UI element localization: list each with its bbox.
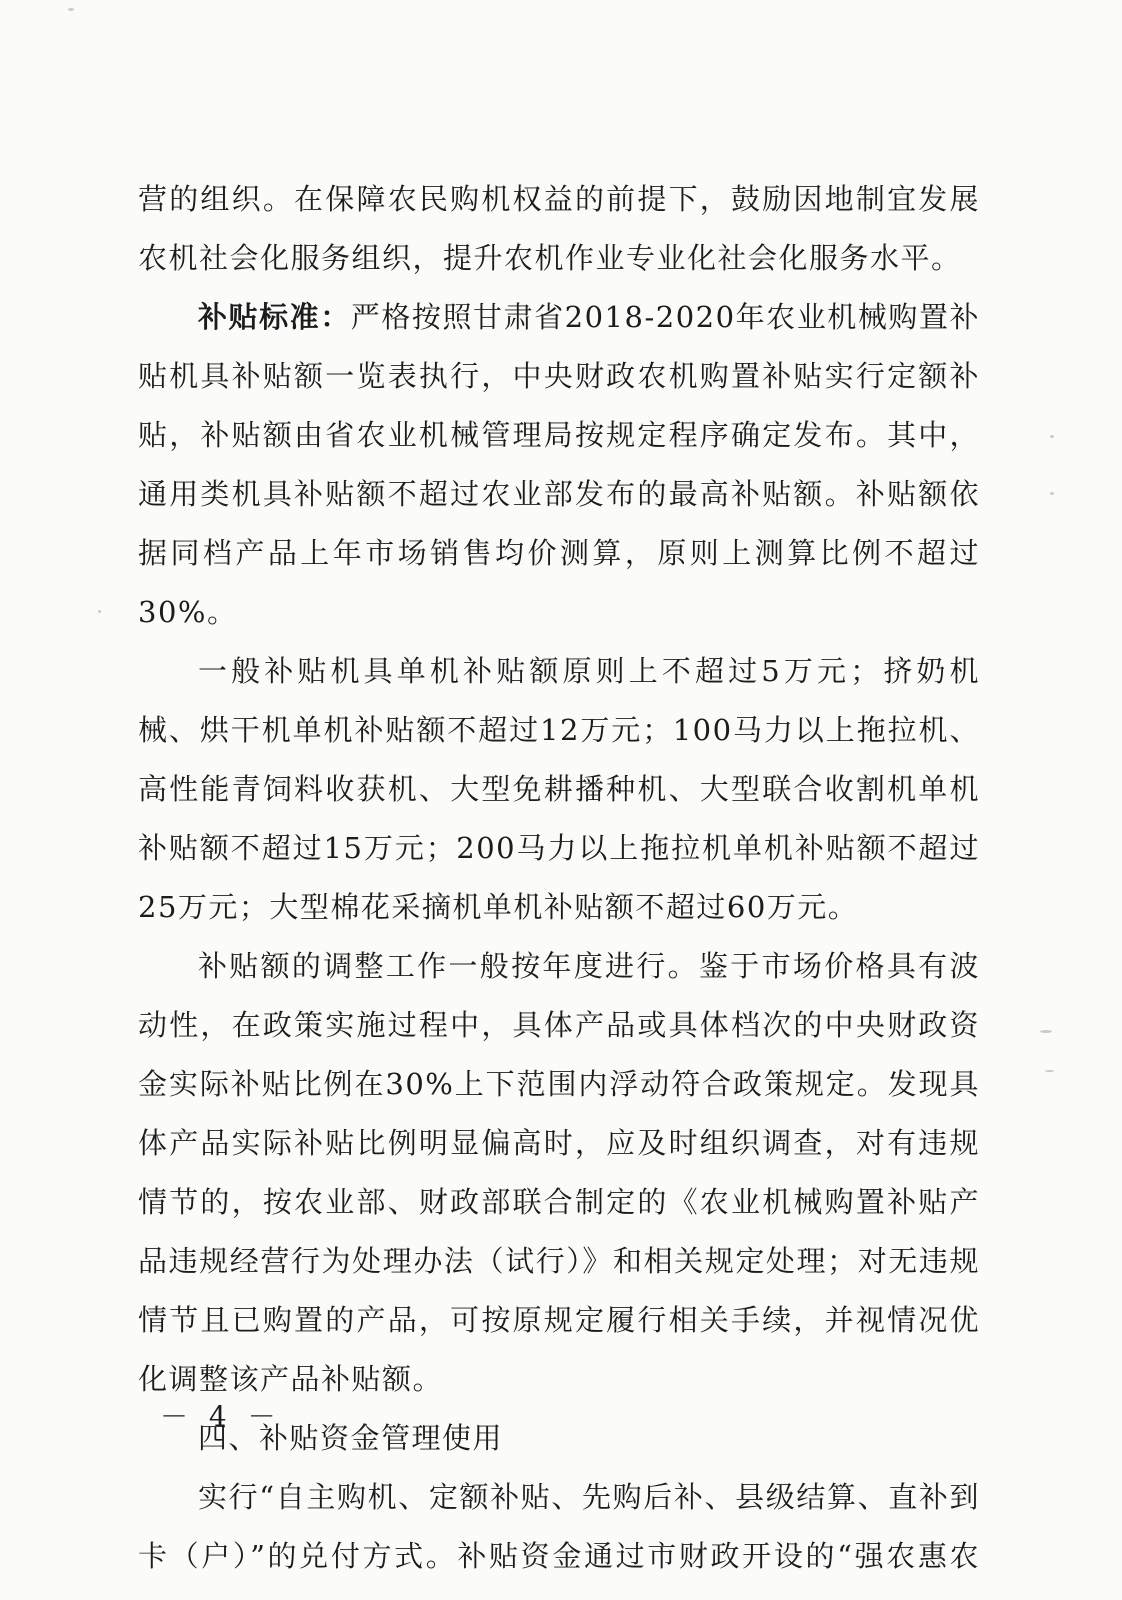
paragraph-subsidy-adjustment	[138, 937, 980, 1409]
scan-speck	[1050, 435, 1054, 438]
paragraph-text: 实行“自主购机、定额补贴、先购后补、县级结算、直补到卡（户）”的兑付方式。补贴资金通过市财政开设的“强农惠农	[138, 1480, 980, 1573]
paragraph-subsidy-standard	[138, 288, 980, 642]
paragraph-text: 一般补贴机具单机补贴额原则上不超过5万元；挤奶机械、烘干机单机补贴额不超过12万元；100马力以上拖拉机、高性能青饲料收获机、大型免耕播种机、大型联合收割机单机补贴额不超过15万元；200马力以上拖拉机单机补贴额不超过25万元；大型棉花采摘机单机补贴额不超过60万元。	[138, 654, 980, 924]
paragraph-subsidy-limits	[138, 642, 980, 937]
page-number: － 4 －	[160, 1400, 282, 1433]
scan-speck	[1050, 492, 1054, 495]
scan-speck	[98, 610, 101, 613]
paragraph-payment-method	[138, 1468, 980, 1586]
scan-speck	[1045, 1070, 1054, 1072]
paragraph-continuation	[138, 170, 980, 288]
paragraph-lead-label: 补贴标准：	[198, 300, 351, 334]
scan-speck	[68, 8, 74, 11]
paragraph-text: 补贴额的调整工作一般按年度进行。鉴于市场价格具有波动性，在政策实施过程中，具体产品或具体档次的中央财政资金实际补贴比例在30%上下范围内浮动符合政策规定。发现具体产品实际补贴比例明显偏高时，应及时组织调查，对有违规情节的，按农业部、财政部联合制定的《农业机械购置补贴产品违规经营行为处理办法（试行）》和相关规定处理；对无违规情节且已购置的产品，可按原规定履行相关手续，并视情况优化调整该产品补贴额。	[138, 949, 980, 1396]
paragraph-text: 营的组织。在保障农民购机权益的前提下，鼓励因地制宜发展农机社会化服务组织，提升农机作业专业化社会化服务水平。	[138, 182, 980, 275]
scan-speck	[1040, 1030, 1052, 1033]
document-body	[138, 170, 980, 1586]
paragraph-text: 严格按照甘肃省2018-2020年农业机械购置补贴机具补贴额一览表执行，中央财政农机购置补贴实行定额补贴，补贴额由省农业机械管理局按规定程序确定发布。其中，通用类机具补贴额不超过农业部发布的最高补贴额。补贴额依据同档产品上年市场销售均价测算，原则上测算比例不超过30%。	[138, 300, 980, 629]
section-heading: 四、补贴资金管理使用	[198, 1421, 504, 1455]
